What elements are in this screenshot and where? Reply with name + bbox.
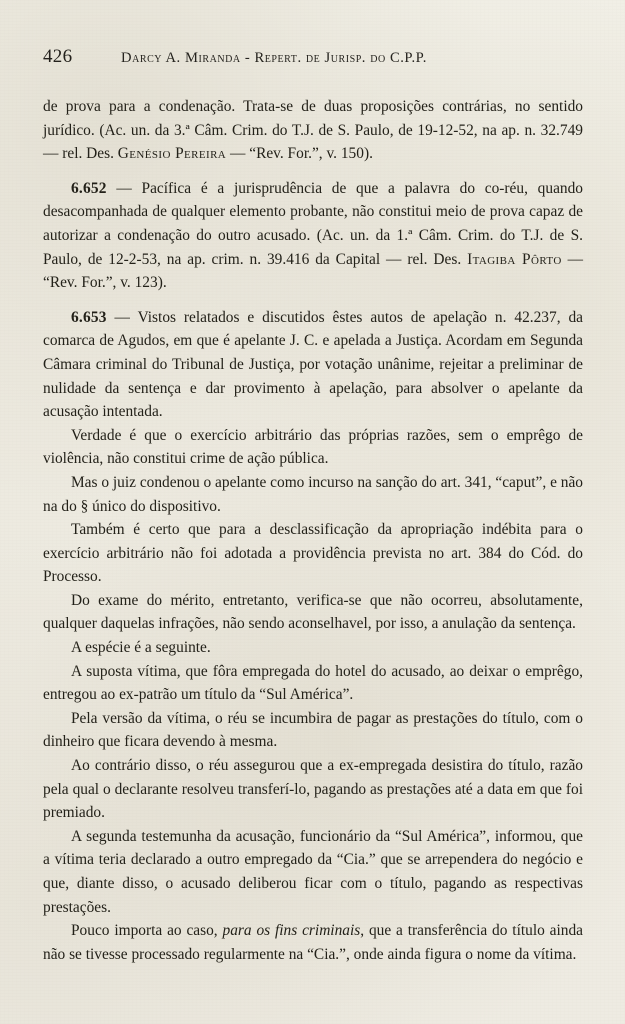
page-number: 426: [43, 46, 73, 67]
paragraph-entry-6652: 6.652 — Pacífica é a jurisprudência de que a palavra do co-réu, quando desacompanhada de qualquer elemento probante, não constitui meio de prova capaz de autorizar a condenação do outro acusado. (Ac. un. da 1.ª Câm. Crim. do T.J. de S. Paulo, de 12-2-53, na ap. crim. n. 39.416 da Capital — rel. Des. Itagiba Pôrto — “Rev. For.”, v. 123).: [43, 179, 583, 292]
paragraph-6653-5: Do exame do mérito, entretanto, verifica-se que não ocorreu, absolutamente, qualquer daquelas infrações, não sendo aconselhavel, por isso, a anulação da sentença.: [43, 591, 583, 633]
paragraph-6653-3: Mas o juiz condenou o apelante como incurso na sanção do art. 341, “caput”, e não na do § único do dispositivo.: [43, 473, 583, 515]
paragraph-continuation: de prova para a condenação. Trata-se de duas proposições contrárias, no sentido jurídico. (Ac. un. da 3.ª Câm. Crim. do T.J. de S. Paulo, de 19-12-52, na ap. n. 32.749 — rel. Des. Genésio Pereira — “Rev. For.”, v. 150).: [43, 98, 583, 163]
text-run-bold: 6.653: [71, 308, 107, 326]
page-content: [43, 0, 583, 966]
body-text: [43, 95, 583, 966]
paragraph-6653-11: Pouco importa ao caso, para os fins criminais, que a transferência do título ainda não se tivesse processado regularmente na “Cia.”, onde ainda figura o nome da vítima.: [43, 922, 583, 963]
paragraph-6653-2: Verdade é que o exercício arbitrário das próprias razões, sem o emprêgo de violência, não constitui crime de ação pública.: [43, 426, 583, 468]
paragraph-6653-9: Ao contrário disso, o réu assegurou que a ex-empregada desistira do título, razão pela qual o declarante resolveu transferí-lo, pagando as prestações até a data em que foi premiado.: [43, 757, 583, 822]
paragraph-6653-4: Também é certo que para a desclassificação da apropriação indébita para o exercício arbitrário não foi adotada a providência prevista no art. 384 do Cód. do Processo.: [43, 521, 583, 586]
text-run-smallcaps: Genésio Pereira: [117, 145, 227, 163]
running-head: [43, 46, 583, 68]
text-run-smallcaps: Itagiba Pôrto: [467, 250, 562, 268]
text-run-bold: 6.652: [71, 179, 107, 197]
paragraph-6653-10: A segunda testemunha da acusação, funcionário da “Sul América”, informou, que a vítima teria declarado a outro empregado da “Cia.” que se arrependera do negócio e que, diante disso, o acusado deliberou ficar com o título, pagando as respectivas prestações.: [43, 827, 583, 916]
running-title: Darcy A. Miranda - Repert. de Jurisp. do C.P.P.: [121, 50, 427, 66]
paragraph-6653-8: Pela versão da vítima, o réu se incumbira de pagar as prestações do título, com o dinheiro que ficara devendo à mesma.: [43, 709, 583, 751]
paragraph-6653-6: A espécie é a seguinte.: [71, 639, 211, 657]
paragraph-entry-6653: 6.653 — Vistos relatados e discutidos êstes autos de apelação n. 42.237, da comarca de Agudos, em que é apelante J. C. e apelada a Justiça. Acordam em Segunda Câmara criminal do Tribunal de Justiça, por votação unânime, rejeitar a preliminar de nulidade da sentença e dar provimento à apelação, para absolver o apelante da acusação intentada.: [43, 308, 583, 421]
paragraph-6653-7: A suposta vítima, que fôra empregada do hotel do acusado, ao deixar o emprêgo, entregou ao ex-patrão um título da “Sul América”.: [43, 662, 583, 704]
text-run-italic: para os fins criminais: [222, 922, 361, 940]
